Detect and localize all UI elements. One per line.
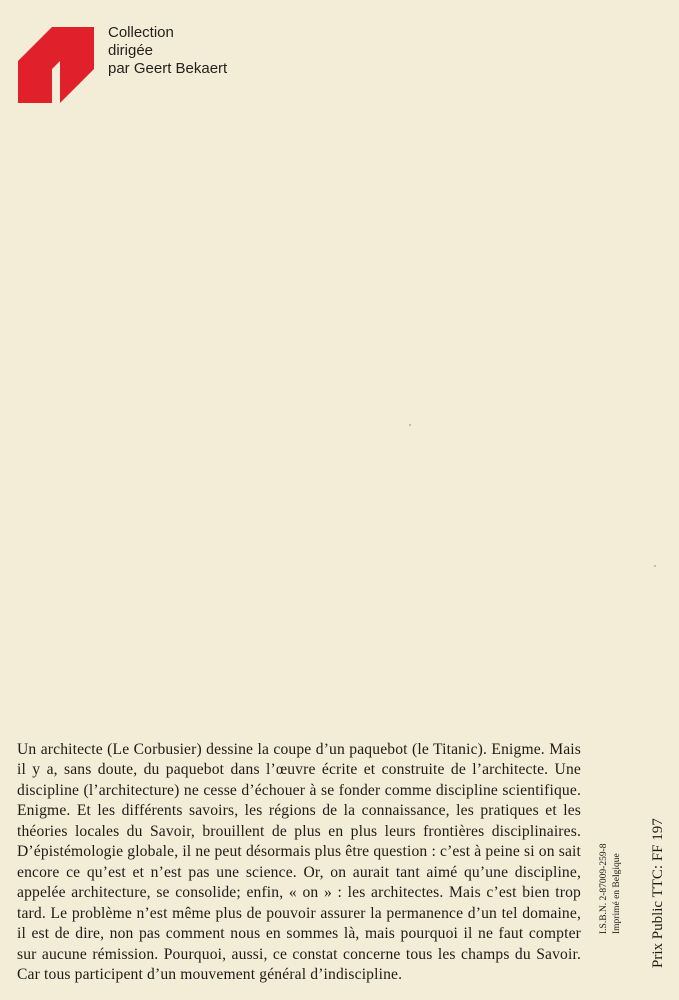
- printed-in: Imprimé en Belgique: [612, 853, 622, 934]
- isbn: I.S.B.N. 2-87009-259-8: [599, 843, 609, 934]
- price: Prix Public TTC: FF 197: [650, 818, 666, 968]
- paper-speck: [409, 424, 411, 426]
- logo-shape: [18, 27, 94, 103]
- back-cover-text: Un architecte (Le Corbusier) dessine la coupe d’un paquebot (le Titanic). Enigme. Mais il y a, sans doute, du paquebot dans l’œuvre écrite et construite de l’architecte. Une discipline (l’architecture) ne cesse d’échouer à se fonder comme discipline scientifique. Enigme. Et les différents savoirs, les régions de la connaissance, les pratiques et les théories locales du Savoir, brouillent de plus en plus leurs frontières disciplinaires. D’épistémologie globale, il ne peut désormais plus être question : c’est à peine si on sait encore ce qu’est et n’est pas une science. Or, on aurait tant aimé qu’une discipline, appelée architecture, se consolide; enfin, « on » : les architectes. Mais c’est bien trop tard. Le problème n’est même plus de pouvoir assurer la permanence d’un tel domaine, il est de dire, non pas comment nous en sommes là, mais pourquoi il ne faut compter sur aucune rémission. Pourquoi, aussi, ce constat concerne tous les champs du Savoir. Car tous participent d’un mouvement général d’indiscipline.: [17, 740, 581, 984]
- collection-line: Collection: [108, 24, 174, 41]
- collection-info: [108, 24, 227, 78]
- collection-line: dirigée: [108, 42, 154, 59]
- publisher-logo: [16, 27, 94, 103]
- paper-speck: [654, 565, 656, 567]
- editor-line: par Geert Bekaert: [108, 60, 228, 77]
